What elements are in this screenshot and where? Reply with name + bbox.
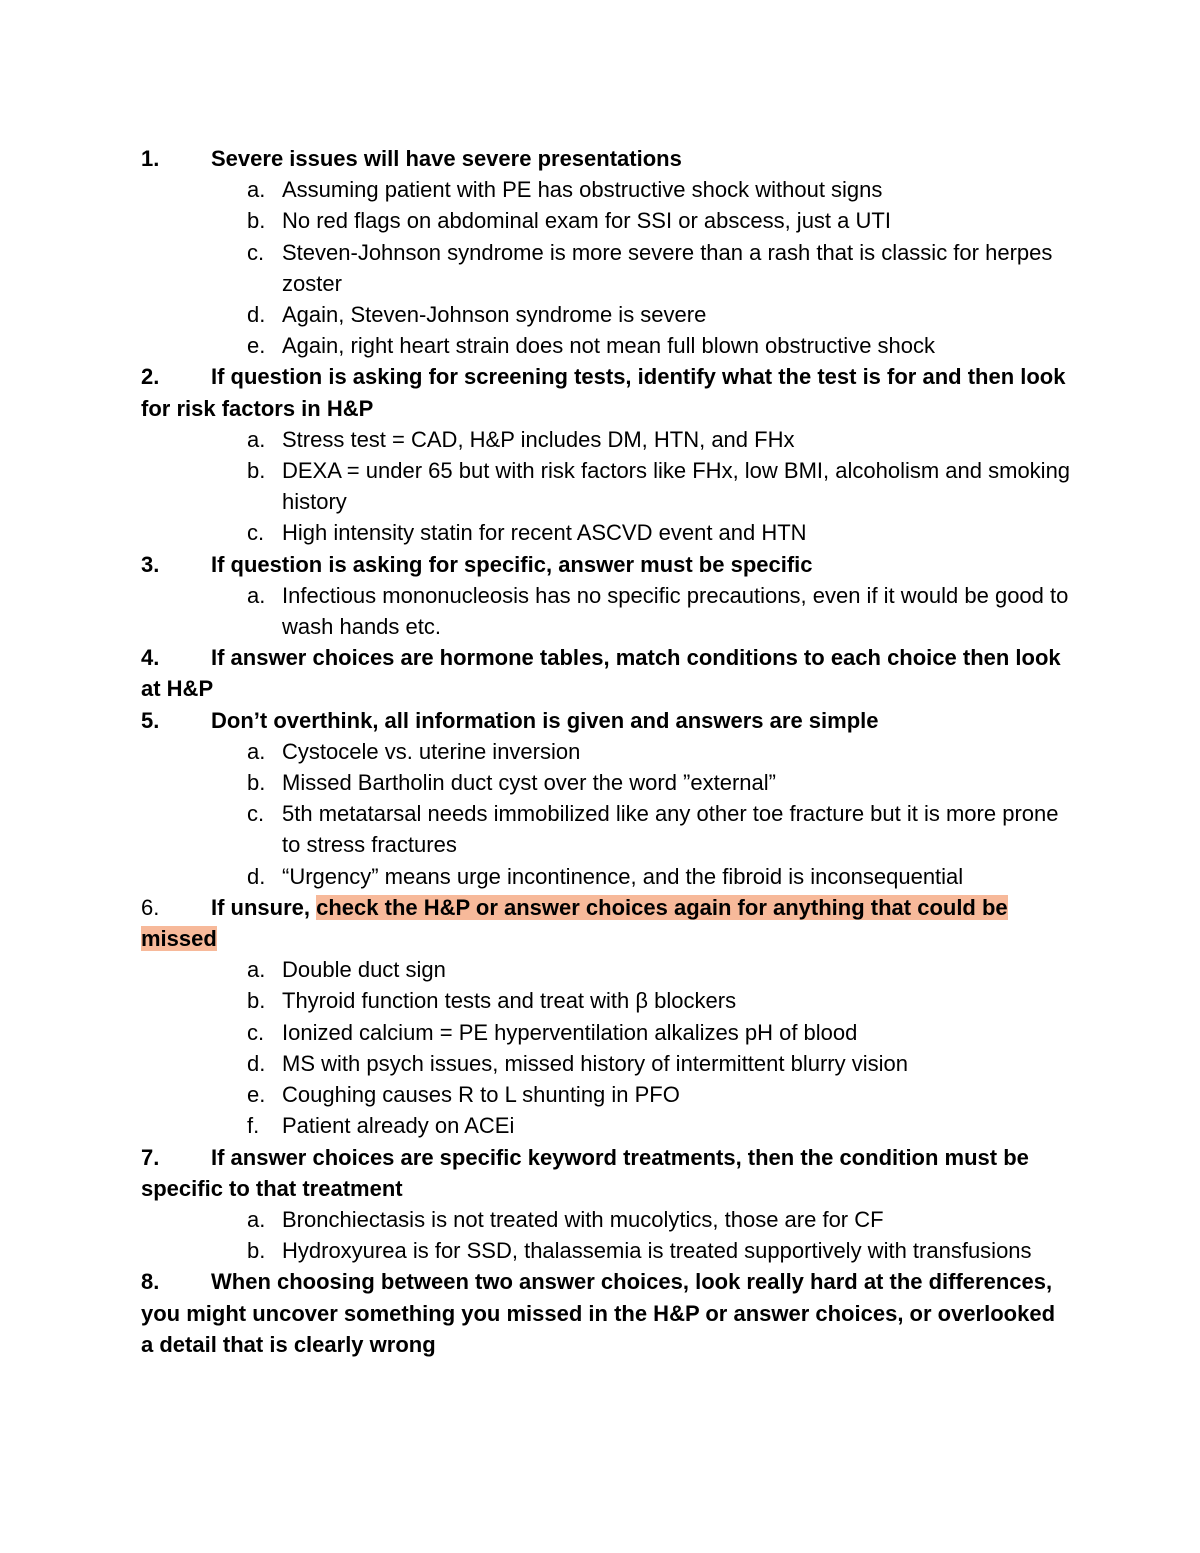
sub-item [141,798,1071,860]
item-heading: If question is asking for specific, answer must be specific [211,551,813,577]
sub-item [141,767,1071,798]
sub-item-letter: b. [247,988,266,1014]
sub-item-text: Bronchiectasis is not treated with mucolytics, those are for CF [282,1206,884,1232]
sub-item-letter: d. [247,1050,266,1076]
sub-list-5 [141,736,1071,892]
sub-item-letter: c. [247,239,265,265]
sub-item-letter: a. [247,1206,266,1232]
sub-item [141,1017,1071,1048]
sub-item-letter: a. [247,177,266,203]
sub-item-text: Ionized calcium = PE hyperventilation alkalizes pH of blood [282,1019,858,1045]
sub-list-2 [141,424,1071,549]
item-number: 8. [141,1269,160,1295]
item-number: 3. [141,551,160,577]
sub-item-text: Again, Steven-Johnson syndrome is severe [282,302,707,328]
sub-list-7 [141,1204,1071,1266]
sub-item [141,1048,1071,1079]
sub-item-text: “Urgency” means urge incontinence, and the fibroid is inconsequential [282,863,964,889]
sub-item [141,424,1071,455]
item-number: 4. [141,645,160,671]
sub-item [141,580,1071,642]
sub-item [141,174,1071,205]
sub-item-letter: b. [247,770,266,796]
sub-item-letter: b. [247,208,266,234]
numbered-item-2 [141,361,1071,423]
sub-item-text: Hydroxyurea is for SSD, thalassemia is treated supportively with transfusions [282,1238,1032,1264]
sub-list-1 [141,174,1071,361]
sub-item-text: Cystocele vs. uterine inversion [282,738,581,764]
item-heading: Don’t overthink, all information is given and answers are simple [211,707,879,733]
sub-item-letter: f. [247,1113,260,1139]
sub-item [141,1079,1071,1110]
item-heading: When choosing between two answer choices, look really hard at the differences, you might uncover something you missed in the H&P or answer choices, or overlooked a detail that is clearly wrong [141,1269,1056,1357]
item-number: 7. [141,1144,160,1170]
numbered-item-3 [141,549,1071,580]
sub-item [141,517,1071,548]
sub-item-letter: e. [247,1082,266,1108]
item-number: 1. [141,146,160,171]
sub-list-6 [141,954,1071,1141]
sub-item-text: Steven-Johnson syndrome is more severe than a rash that is classic for herpes zoster [282,239,1053,296]
sub-item-letter: d. [247,863,266,889]
sub-item [141,299,1071,330]
sub-item-text: Patient already on ACEi [282,1113,515,1139]
item-number: 5. [141,707,160,733]
sub-item-letter: c. [247,801,265,827]
numbered-item-6 [141,892,1071,954]
sub-item-text: Stress test = CAD, H&P includes DM, HTN, and FHx [282,426,795,452]
item-heading: If answer choices are hormone tables, match conditions to each choice then look at H&P [141,645,1061,702]
sub-item-letter: d. [247,302,266,328]
sub-item [141,736,1071,767]
item-heading: If answer choices are specific keyword treatments, then the condition must be specific to that treatment [141,1144,1029,1201]
sub-item [141,861,1071,892]
numbered-item-8 [141,1266,1071,1360]
sub-item-letter: a. [247,582,266,608]
numbered-item-7 [141,1142,1071,1204]
sub-item-text: MS with psych issues, missed history of intermittent blurry vision [282,1050,908,1076]
sub-item-text: Again, right heart strain does not mean full blown obstructive shock [282,333,936,359]
sub-item-letter: c. [247,520,265,546]
sub-item-letter: c. [247,1019,265,1045]
highlighted-text: check the H&P or answer choices again for anything that could be missed [141,894,1008,952]
sub-item-text: Coughing causes R to L shunting in PFO [282,1082,680,1108]
item-number: 6. [141,894,160,920]
numbered-item-5 [141,705,1071,736]
sub-item [141,205,1071,236]
item-heading: Severe issues will have severe presentations [211,146,682,171]
sub-item-letter: a. [247,738,266,764]
sub-item [141,330,1071,361]
sub-item-text: Missed Bartholin duct cyst over the word ”external” [282,770,776,796]
sub-item [141,1235,1071,1266]
sub-item [141,455,1071,517]
sub-item-text: Assuming patient with PE has obstructive shock without signs [282,177,883,203]
item-heading: If question is asking for screening tests, identify what the test is for and then look for risk factors in H&P [141,364,1066,421]
item-heading-prefix: If unsure, [211,894,317,920]
sub-item [141,985,1071,1016]
sub-item [141,1110,1071,1141]
sub-item-text: High intensity statin for recent ASCVD event and HTN [282,520,807,546]
sub-item-text: DEXA = under 65 but with risk factors like FHx, low BMI, alcoholism and smoking history [282,458,1071,515]
sub-item [141,954,1071,985]
sub-item-text: No red flags on abdominal exam for SSI or abscess, just a UTI [282,208,891,234]
sub-item-text: Double duct sign [282,957,446,983]
sub-item-letter: a. [247,957,266,983]
sub-list-3 [141,580,1071,642]
item-number: 2. [141,364,160,390]
sub-item [141,237,1071,299]
sub-item-text: Thyroid function tests and treat with β blockers [282,988,737,1014]
sub-item-letter: a. [247,426,266,452]
sub-item-letter: b. [247,458,266,484]
numbered-item-1 [141,143,1071,174]
sub-item-text: Infectious mononucleosis has no specific precautions, even if it would be good to wash hands etc. [282,582,1069,640]
sub-item [141,1204,1071,1235]
notes-document [141,143,1071,1360]
numbered-item-4 [141,642,1071,704]
sub-item-text: 5th metatarsal needs immobilized like any other toe fracture but it is more prone to stress fractures [282,801,1059,858]
sub-item-letter: b. [247,1238,266,1264]
sub-item-letter: e. [247,333,266,359]
